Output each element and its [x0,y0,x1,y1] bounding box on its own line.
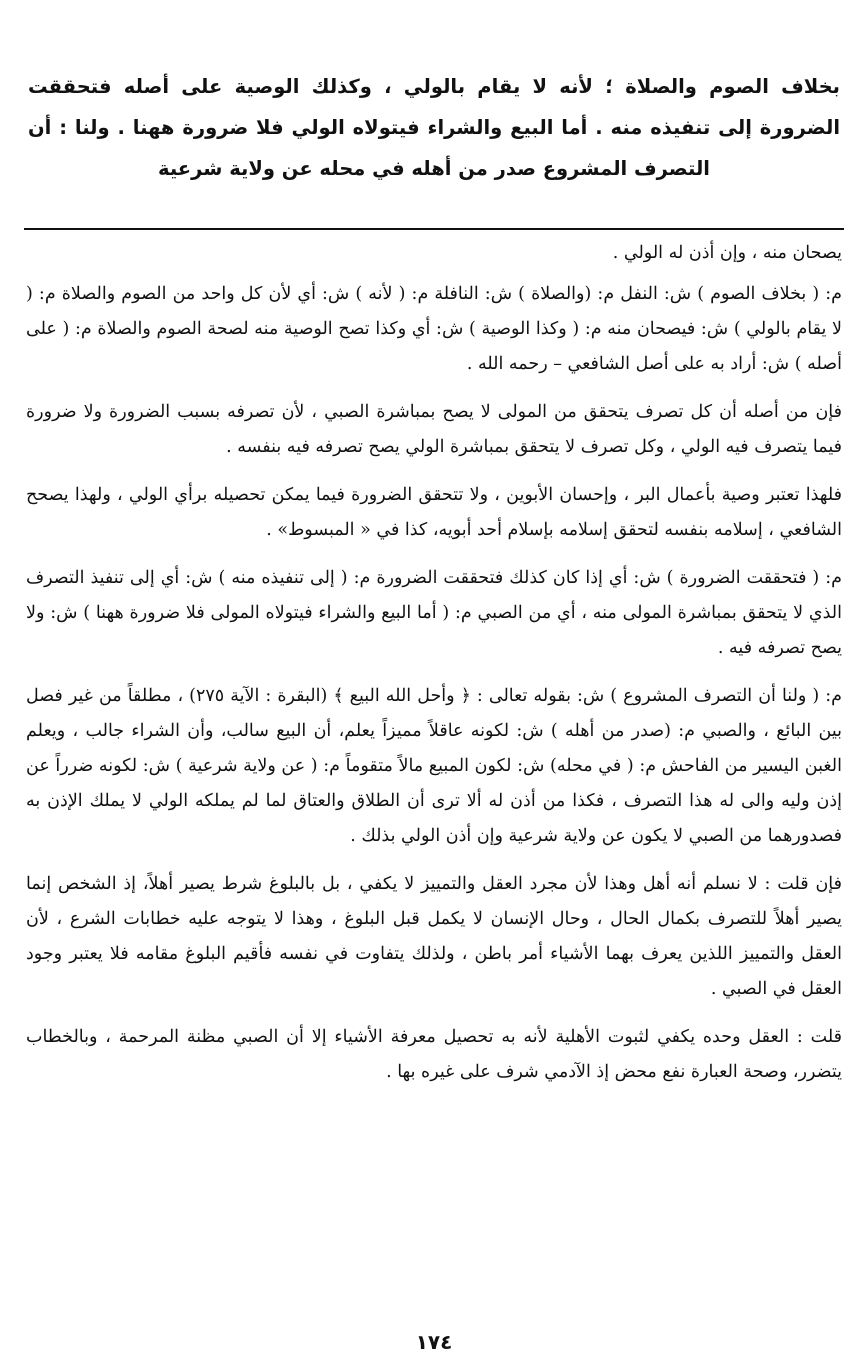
commentary-paragraph: فإن من أصله أن كل تصرف يتحقق من المولى لا يصح بمباشرة الصبي ، لأن تصرفه بسبب الضرورة ولا ضرورة فيما يتصرف فيه الولي ، وكل تصرف لا يتحقق بمباشرة الولي يصح تصرفه فيه بنفسه . [26,402,842,457]
page-number: ١٧٤ [415,1330,453,1354]
commentary-paragraph: يصحان منه ، وإن أذن له الولي . [612,243,842,263]
commentary-paragraph: قلت : العقل وحده يكفي لثبوت الأهلية لأنه به تحصيل معرفة الأشياء إلا أن الصبي مظنة المرحمة ، وبالخطاب يتضرر، وصحة العبارة نفع محض إذ الآدمي شرف على غيره بها . [26,1027,842,1082]
commentary-paragraph: م: ( بخلاف الصوم ) ش: النفل م: (والصلاة ) ش: النافلة م: ( لأنه ) ش: أي لأن كل واحد من الصوم والصلاة م: ( لا يقام بالولي ) ش: فيصحان منه م: ( وكذا الوصية ) ش: أي وكذا تصح الوصية منه لصحة الصوم والصلاة م: ( على أصله ) ش: أراد به على أصل الشافعي – رحمه الله . [26,284,842,374]
commentary-section [26,236,842,1103]
commentary-paragraph: م: ( ولنا أن التصرف المشروع ) ش: بقوله تعالى : ﴿ وأحل الله البيع ﴾ (البقرة : الآية ٢٧٥) ، مطلقاً من غير فصل بين البائع ، والصبي م: (صدر من أهله ) ش: لكونه عاقلاً مميزاً يعلم، أن البيع سالب، وأن الشراء جالب ، ويعلم الغبن اليسير من الفاحش م: ( في محله) ش: لكون المبيع مالاً متقوماً م: ( عن ولاية شرعية ) ش: لكونه ضرراً عن إذن وليه والى له هذا التصرف ، فكذا من أذن له ألا ترى أن الطلاق والعتاق لما لم يملكه الولي لا يملك الإذن به فصدورهما من الصبي لا يكون عن ولاية شرعية وإن أذن الولي بذلك . [26,686,842,846]
commentary-paragraph: فإن قلت : لا نسلم أنه أهل وهذا لأن مجرد العقل والتمييز لا يكفي ، بل بالبلوغ شرط يصير أهلاً، إذ الشخص إنما يصير أهلاً للتصرف بكمال الحال ، وحال الإنسان لا يكمل قبل البلوغ ، وهذا لا يتوجه عليه خطابات الشرع ، لأن العقل والتمييز اللذين يعرف بهما الأشياء أمر باطن ، ولذلك يتفاوت في نفسه فأقيم البلوغ مقامه فلا يعتبر وجود العقل في الصبي . [26,874,842,999]
matn-text: بخلاف الصوم والصلاة ؛ لأنه لا يقام بالولي ، وكذلك الوصية على أصله فتحققت الضرورة إلى تنفيذه منه . أما البيع والشراء فيتولاه الولي فلا ضرورة ههنا . ولنا : أن التصرف المشروع صدر من أهله في محله عن ولاية شرعية [28,75,840,180]
commentary-paragraph: م: ( فتحققت الضرورة ) ش: أي إذا كان كذلك فتحققت الضرورة م: ( إلى تنفيذه منه ) ش: أي إلى تنفيذ التصرف الذي لا يتحقق بمباشرة المولى منه ، أي من الصبي م: ( أما البيع والشراء فيتولاه المولى فلا ضرورة ههنا ) ش: ولا يصح تصرفه فيه . [26,568,842,658]
commentary-paragraph: فلهذا تعتبر وصية بأعمال البر ، وإحسان الأبوين ، ولا تتحقق الضرورة فيما يمكن تحصيله برأي الولي ، ولهذا يصحح الشافعي ، إسلامه بنفسه لتحقق إسلامه بإسلام أحد أبويه، كذا في « المبسوط» . [26,485,842,540]
separator-line [24,228,844,230]
